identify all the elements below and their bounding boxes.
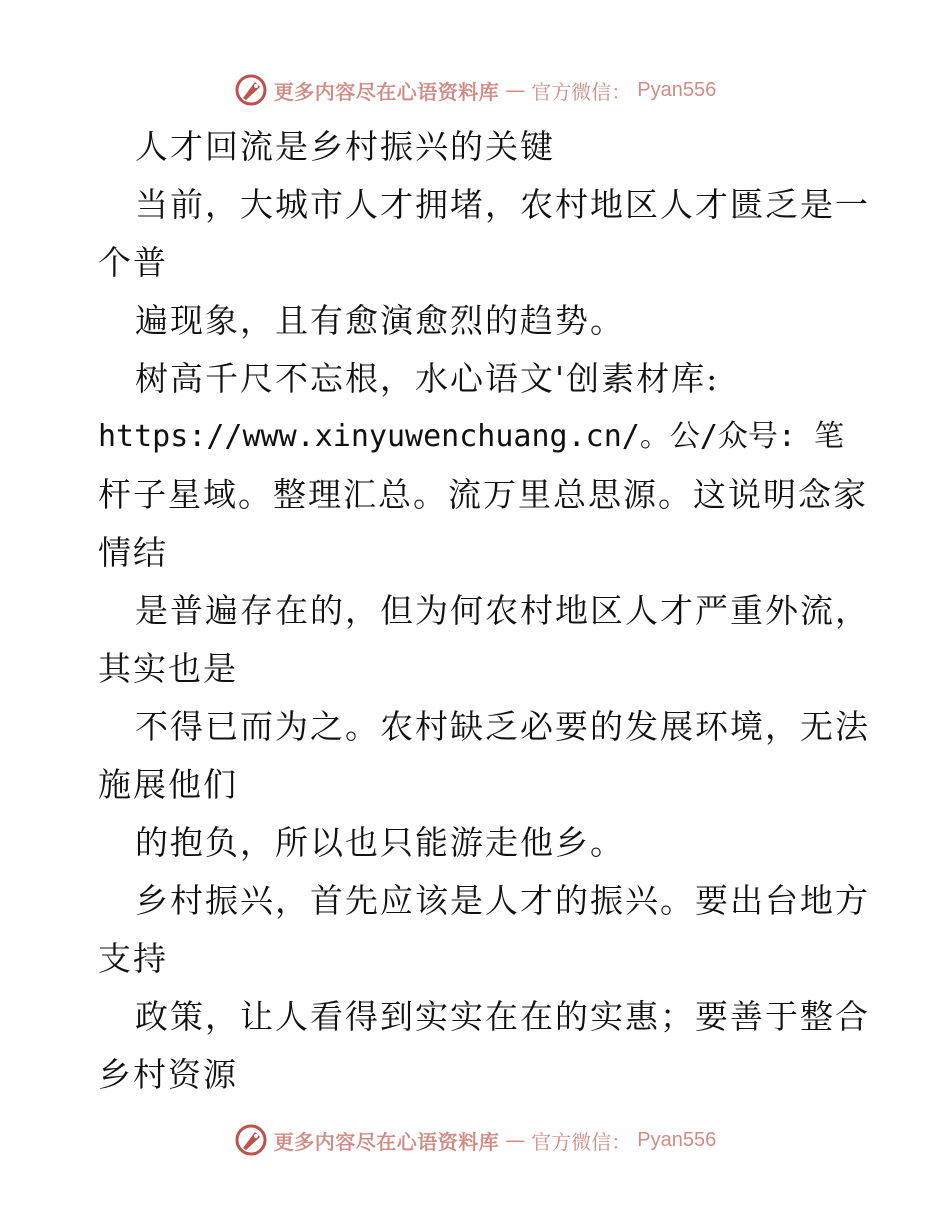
watermark-wechat-label: 官方微信： [531, 1129, 632, 1154]
paragraph-line: https://www.xinyuwenchuang.cn/。公/众号: 笔 [98, 419, 845, 454]
watermark-wechat-label: 官方微信： [531, 79, 632, 104]
document-body [98, 118, 870, 1104]
paragraph-line: 人才回流是乡村振兴的关键 [135, 127, 555, 166]
paragraph-line: 的抱负，所以也只能游走他乡。 [135, 823, 625, 862]
watermark-wechat-id: Pyan556 [637, 1128, 717, 1151]
paragraph-line: 是普遍存在的，但为何农村地区人才严重外流， [135, 591, 870, 630]
paragraph-line: 其实也是 [98, 649, 238, 688]
pen-nib-logo-icon [234, 1123, 268, 1157]
watermark-wechat-id: Pyan556 [637, 78, 717, 101]
paragraph-line: 政策，让人看得到实实在在的实惠；要善于整合 [135, 997, 870, 1036]
pen-nib-logo-icon [234, 73, 268, 107]
paragraph-line: 遍现象，且有愈演愈烈的趋势。 [135, 301, 625, 340]
watermark-site-text: 更多内容尽在心语资料库 [273, 79, 500, 104]
paragraph-line: 支持 [98, 939, 168, 978]
paragraph-line: 乡村振兴，首先应该是人才的振兴。要出台地方 [135, 881, 870, 920]
paragraph-line: 杆子星域。整理汇总。流万里总思源。这说明念家 [98, 475, 868, 514]
watermark-dash: — [505, 1128, 526, 1152]
watermark-site-text: 更多内容尽在心语资料库 [273, 1129, 500, 1154]
paragraph-line: 施展他们 [98, 765, 238, 804]
paragraph-line: 当前，大城市人才拥堵，农村地区人才匮乏是一 [135, 185, 870, 224]
footer-watermark [0, 1120, 950, 1160]
paragraph-line: 情结 [98, 533, 168, 572]
watermark-dash: — [505, 78, 526, 102]
paragraph-line: 乡村资源 [98, 1055, 238, 1094]
paragraph-line: 个普 [98, 243, 168, 282]
paragraph-line: 树高千尺不忘根，水心语文'创素材库: [135, 359, 720, 398]
paragraph-line: 不得已而为之。农村缺乏必要的发展环境，无法 [135, 707, 870, 746]
header-watermark [0, 70, 950, 110]
